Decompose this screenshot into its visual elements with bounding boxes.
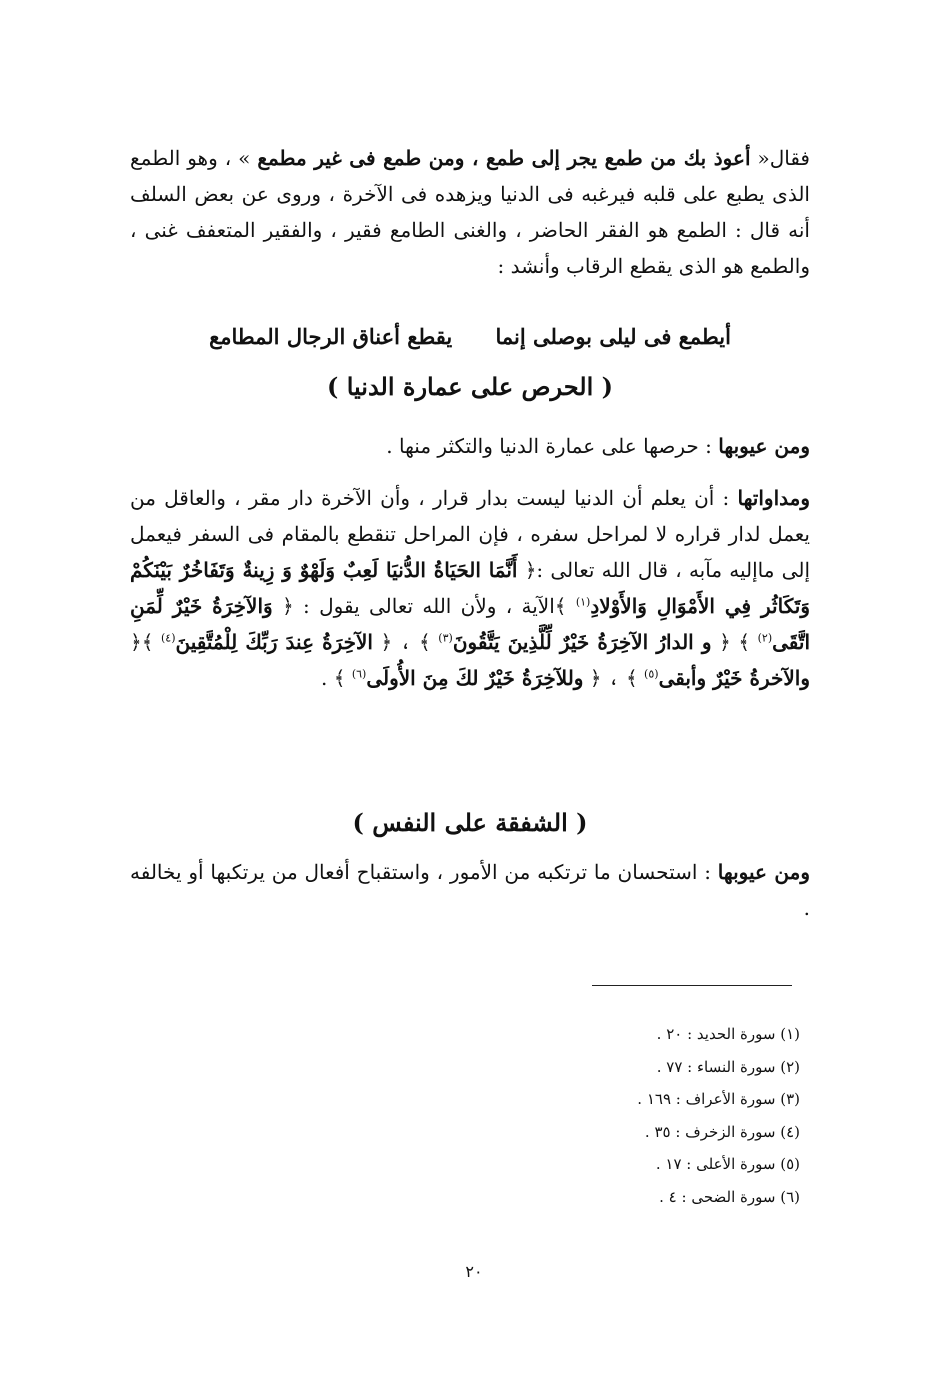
paragraph-text: : أن يعلم أن الدنيا ليست بدار قرار ، وأن الآخرة دار مقر ، والعاقل من يعمل لدار قراره لا لمراحل سفره ، فإن المراحل تنقطع بالمقام فى السفر فيعمل إلى ماإليه مآبه ، قال الله تعالى :﴿ [130,486,810,582]
paragraph-text: : استحسان ما ترتكبه من الأمور ، واستقباح أفعال من يرتكبها أو يخالفه . [130,860,810,920]
hadith-quote: أعوذ بك من طمع يجر إلى طمع ، ومن طمع فى غير مطمع [257,146,751,170]
verse-hemistich-right: أيطمع فى ليلى بوصلى إنما [495,324,731,349]
page-number: ٢٠ [465,1262,483,1281]
paragraph-text: ﴾ ، ﴿ [583,666,645,690]
paragraph-text: ﴾الآية ، ولأن الله تعالى يقول : ﴿ [272,594,576,618]
paragraph-text: » ، وهو الطمع الذى يطبع على قلبه فيرغبه فى الدنيا ويزهده فى الآخرة ، وروى عن بعض السلف أنه قال : الطمع هو الفقر الحاضر ، والغنى الطامع فقير ، والفقير المتعفف غنى ، والطمع هو الذى يقطع الرقاب وأنشد : [130,146,810,278]
paragraph-lead: فقال« [750,146,810,170]
paragraph-remedy [130,480,810,696]
paragraph-lead: ومن عيوبها [717,860,810,884]
paragraph-lead: ومداواتها [737,486,810,510]
paragraph-text: ﴾ . [321,666,352,690]
footnote-item: (١) سورة الحديد : ٢٠ . [656,1025,800,1043]
quran-verse: الآخِرَةُ عِندَ رَبِّكَ لِلْمُتَّقِينَ [175,630,373,654]
footnote-item: (٤) سورة الزخرف : ٣٥ . [644,1122,800,1141]
paragraph-text: ﴾ ، ﴿ [373,630,439,654]
paragraph-text: ﴾ ﴿ [711,630,758,654]
footnote-ref: (١) [575,595,591,609]
footnote-divider [592,985,792,986]
footnotes-list [560,1018,800,1213]
paragraph-self-approval [130,854,810,926]
paragraph-text: ﴾﴿ [130,630,161,654]
footnote-item: (٥) سورة الأعلى : ١٧ . [655,1155,800,1173]
footnote-item: (٦) سورة الضحى : ٤ . [659,1187,800,1206]
footnote-ref: (٦) [351,667,367,681]
quran-verse: وللآخِرَةُ خَيْرٌ لكَ مِنَ الأُولَى [366,666,584,690]
section-heading-self-compassion: ( الشفقة على النفس ) [352,808,588,837]
footnote-ref: (٣) [438,631,453,645]
paragraph-greed [130,140,810,284]
footnote-item: (٣) سورة الأعراف : ١٦٩ . [637,1090,800,1108]
poetry-verse [130,324,810,349]
footnote-ref: (٥) [644,667,659,681]
quran-verse: وَالآخِرَةُ خَيْرٌ لِّمَنِ اتَّقَى [130,594,811,654]
footnote-ref: (٤) [160,631,176,645]
quran-verse: والآخرةُ خَيْرٌ وأبقى [658,666,810,690]
paragraph-lead: ومن عيوبها [718,434,810,458]
paragraph-flaw [130,428,810,464]
quran-verse: و الدارُ الآخِرَةُ خَيْرٌ لِّلَّذِينَ يَتَّقُونَ [452,630,712,654]
paragraph-text: : حرصها على عمارة الدنيا والتكثر منها . [386,434,719,458]
footnote-ref: (٢) [757,631,773,645]
verse-hemistich-left: يقطع أعناق الرجال المطامع [209,324,453,349]
quran-verse: أَنَّمَا الحَيَاةُ الدُّنيَا لَعِبٌ وَلَهْوٌ وَ زِينةٌ وَتَفَاخُرٌ بَيْنَكُمْ وَتَكَاثُر فِي الأَمْوَالِ وَالأَوْلادِ [130,558,810,618]
section-heading-worldly-greed: ( الحرص على عمارة الدنيا ) [327,372,613,401]
footnote-item: (٢) سورة النساء : ٧٧ . [656,1057,800,1076]
